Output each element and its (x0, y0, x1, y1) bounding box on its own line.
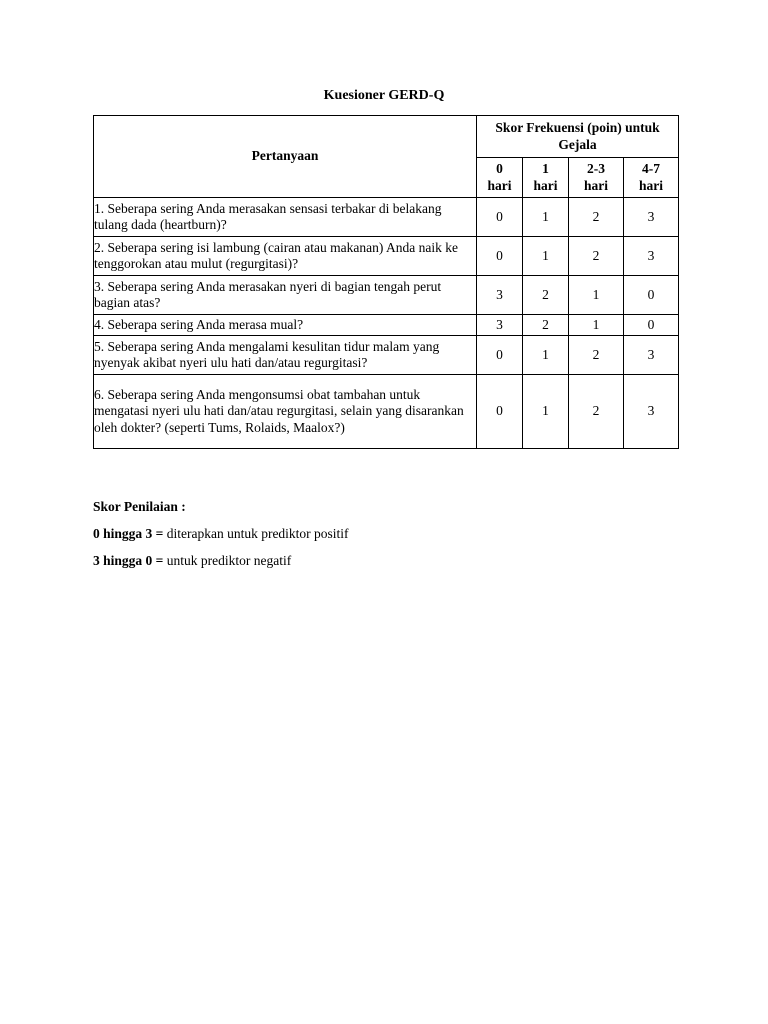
score-column-value: 1 (542, 161, 549, 176)
score-cell: 1 (523, 375, 569, 449)
table-row (94, 336, 679, 375)
score-cell: 2 (523, 315, 569, 336)
scoring-text: diterapkan untuk prediktor positif (163, 526, 349, 541)
table-row (94, 198, 679, 237)
scoring-line (93, 525, 678, 543)
score-column-header (624, 158, 679, 198)
score-cell: 0 (477, 336, 523, 375)
score-cell: 1 (523, 198, 569, 237)
score-cell: 1 (569, 276, 624, 315)
score-column-value: 0 (496, 161, 503, 176)
question-column-header: Pertanyaan (94, 116, 477, 198)
scoring-notes (93, 498, 678, 579)
score-cell: 0 (624, 276, 679, 315)
score-cell: 2 (569, 375, 624, 449)
score-cell: 3 (624, 237, 679, 276)
table-row (94, 237, 679, 276)
scoring-text: untuk prediktor negatif (163, 553, 292, 568)
score-group-header: Skor Frekuensi (poin) untuk Gejala (477, 116, 679, 158)
score-column-value: 2-3 (587, 161, 605, 176)
question-cell: 6. Seberapa sering Anda mengonsumsi obat tambahan untuk mengatasi nyeri ulu hati dan/atau regurgitasi, selain yang disarankan oleh dokter? (seperti Tums, Rolaids, Maalox?) (94, 375, 477, 449)
scoring-label: 0 hingga 3 = (93, 526, 164, 541)
score-cell: 0 (624, 315, 679, 336)
question-cell: 1. Seberapa sering Anda merasakan sensasi terbakar di belakang tulang dada (heartburn)? (94, 198, 477, 237)
table-row (94, 276, 679, 315)
score-cell: 3 (624, 336, 679, 375)
score-column-header (569, 158, 624, 198)
score-column-header (523, 158, 569, 198)
score-column-value: 4-7 (642, 161, 661, 176)
scoring-heading: Skor Penilaian : (93, 499, 186, 514)
table-header-row (94, 116, 679, 158)
score-cell: 1 (523, 237, 569, 276)
score-cell: 0 (477, 198, 523, 237)
scoring-label: 3 hingga 0 = (93, 553, 164, 568)
score-column-unit: hari (533, 177, 558, 193)
table-row (94, 315, 679, 336)
score-cell: 0 (477, 375, 523, 449)
score-cell: 2 (569, 198, 624, 237)
score-column-header (477, 158, 523, 198)
question-cell: 5. Seberapa sering Anda mengalami kesulitan tidur malam yang nyenyak akibat nyeri ulu hati dan/atau regurgitasi? (94, 336, 477, 375)
score-column-unit: hari (639, 177, 664, 193)
gerdq-table (93, 115, 679, 449)
score-cell: 0 (477, 237, 523, 276)
score-cell: 2 (523, 276, 569, 315)
score-cell: 3 (624, 198, 679, 237)
score-column-unit: hari (583, 177, 608, 193)
question-cell: 2. Seberapa sering isi lambung (cairan atau makanan) Anda naik ke tenggorokan atau mulut (regurgitasi)? (94, 237, 477, 276)
document-title: Kuesioner GERD-Q (323, 88, 445, 103)
question-cell: 3. Seberapa sering Anda merasakan nyeri di bagian tengah perut bagian atas? (94, 276, 477, 315)
scoring-line (93, 552, 678, 570)
table-row (94, 375, 679, 449)
question-cell: 4. Seberapa sering Anda merasa mual? (94, 315, 477, 336)
score-cell: 1 (523, 336, 569, 375)
score-cell: 3 (477, 276, 523, 315)
score-cell: 2 (569, 336, 624, 375)
score-cell: 3 (624, 375, 679, 449)
score-column-unit: hari (487, 177, 512, 193)
score-cell: 3 (477, 315, 523, 336)
score-cell: 2 (569, 237, 624, 276)
score-cell: 1 (569, 315, 624, 336)
